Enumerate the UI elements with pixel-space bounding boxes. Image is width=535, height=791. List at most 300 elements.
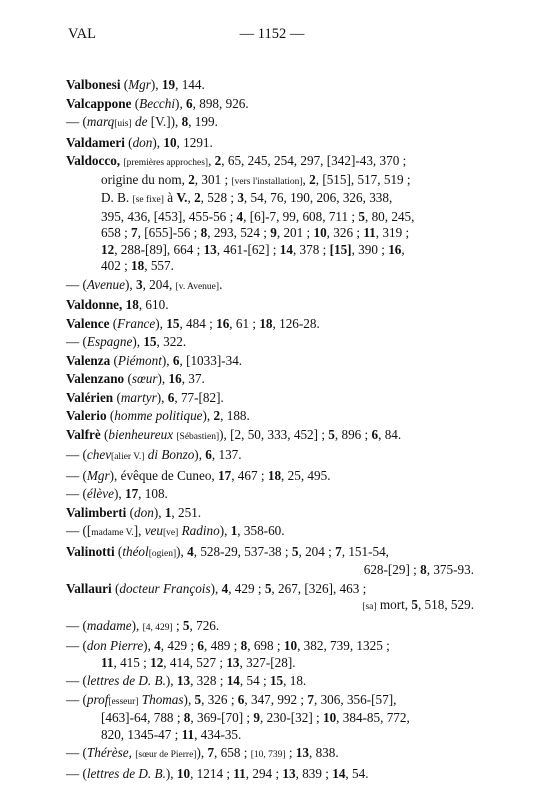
entry-bold-text: 8 (420, 562, 427, 577)
entry-bold-text: V. (176, 190, 188, 205)
entry-small-text: [premières approches] (123, 158, 209, 168)
entry-bold-text: 8 (240, 638, 248, 653)
entry-text: , 294 ; (245, 765, 283, 781)
entry-line (66, 225, 474, 242)
entry-text: , [1033]-34. (179, 352, 243, 368)
entry-text: , 61 ; (229, 315, 260, 331)
entry-text: ], (133, 523, 145, 538)
index-entry (66, 505, 474, 522)
entry-bold-text: 18 (259, 315, 273, 331)
entry-text: origine du nom, (101, 171, 189, 187)
entry-text: , 1291. (176, 134, 213, 150)
entry-italic-text: Piémont (117, 352, 162, 368)
entry-text: , 415 ; (113, 654, 151, 670)
entry-text: , 461-[62] ; (216, 241, 280, 257)
entry-bold-text: 10 (176, 765, 191, 781)
entry-text: , 382, 739, 1325 ; (297, 638, 390, 653)
entry-text: — ( (66, 638, 87, 653)
entry-text: , [6]-7, 99, 608, 711 ; (243, 208, 359, 224)
entry-line (66, 505, 474, 522)
index-entry (66, 334, 474, 351)
index-entry (66, 371, 474, 388)
entry-text: , 838. (308, 745, 339, 760)
index-entry (66, 153, 474, 275)
entry-bold-text: 6 (197, 638, 204, 653)
entry-bold-text: 5 (194, 691, 202, 707)
entry-italic-text: de (131, 114, 148, 129)
entry-line (66, 523, 474, 542)
entry-line (66, 618, 474, 637)
entry-italic-text: homme politique (114, 408, 203, 423)
index-entry (66, 408, 474, 425)
entry-bold-text: 15 (166, 315, 180, 331)
entry-bold-text: Valence (66, 315, 110, 331)
entry-bold-text: 2 (214, 153, 222, 168)
index-entry (66, 523, 474, 542)
entry-text: , 54 ; (239, 673, 270, 688)
entry-text: , 80, 245, (364, 208, 415, 224)
entry-text: , 375-93. (426, 562, 474, 577)
entry-bold-text: 12 (150, 654, 164, 670)
entry-italic-text: don Pierre (86, 638, 144, 653)
entry-bold-text: 16 (216, 315, 230, 331)
entry-line (66, 316, 474, 333)
entry-small-text: [sœur de Pierre] (135, 750, 197, 760)
entry-bold-text: 8 (183, 710, 191, 725)
entry-bold-text: 6 (186, 95, 193, 111)
entry-italic-text: martyr (120, 389, 157, 405)
entry-text: 658 ; (101, 225, 132, 240)
entry-text: , 528-29, 537-38 ; (193, 543, 292, 559)
entry-text: ), (210, 580, 222, 596)
entry-text: , 390 ; (351, 241, 389, 257)
entry-text: ( (106, 408, 115, 423)
entry-text: ; (172, 617, 183, 633)
entry-italic-text: Mgr (86, 467, 110, 483)
entry-bold-text: Valdameri (66, 134, 125, 150)
index-entry (66, 114, 474, 133)
entry-text: , 301 ; (194, 171, 232, 187)
index-entry (66, 638, 474, 671)
entry-text: , 434-35. (194, 726, 242, 742)
entry-small-text: [esseur] (108, 696, 139, 707)
entry-small-text: [10, 739] (250, 750, 286, 760)
entry-text: , 77-[82]. (174, 389, 224, 405)
entry-line (66, 242, 474, 259)
entry-text: ), [2, 50, 333, 452] ; (219, 426, 329, 442)
index-list (66, 75, 474, 782)
entry-line (66, 655, 474, 672)
index-entry (66, 468, 474, 485)
entry-line (66, 745, 474, 764)
entry-bold-text: 15 (269, 673, 284, 688)
entry-line (66, 77, 474, 94)
entry-italic-text: bienheureux (108, 426, 174, 442)
entry-bold-text: 3 (135, 276, 143, 292)
entry-bold-text: 13 (226, 654, 240, 670)
entry-text: , 204 ; (298, 543, 336, 559)
entry-text: ), (175, 95, 187, 111)
entry-text: ), (202, 408, 214, 423)
entry-italic-text: prof (86, 691, 109, 707)
entry-text: ), (153, 504, 165, 520)
entry-text: , 518, 529. (417, 597, 474, 612)
entry-text: , 319 ; (375, 225, 410, 240)
index-entry (66, 277, 474, 296)
entry-text: ), (165, 765, 177, 781)
entry-bold-text: 6 (167, 389, 175, 405)
entry-text: , 230-[32] ; (259, 710, 323, 725)
index-entry (66, 486, 474, 503)
entry-italic-text: élève (86, 486, 114, 501)
entry-italic-text: di Bonzo (144, 447, 195, 462)
entry-line (66, 447, 474, 466)
entry-text: , 326 ; (326, 225, 364, 240)
entry-text: à (163, 190, 177, 205)
entry-text: — ( (66, 467, 87, 483)
entry-line (66, 766, 474, 783)
entry-italic-text: don (134, 504, 154, 520)
page-header (0, 26, 535, 46)
entry-text: . (219, 276, 223, 292)
entry-text: — ( (66, 447, 87, 462)
entry-italic-text: madame (86, 617, 132, 633)
entry-italic-text: Becchi (139, 95, 176, 111)
entry-italic-text: Radino (178, 523, 220, 538)
entry-text: , 1214 ; (190, 765, 234, 781)
entry-line (66, 153, 474, 172)
entry-text: , 358-60. (237, 523, 285, 538)
entry-line (66, 727, 474, 744)
entry-text: , 429 ; (228, 580, 265, 596)
entry-small-text: [uis] (114, 119, 132, 129)
entry-text: , 267, [326], 463 ; (271, 580, 367, 596)
entry-bold-text: 6 (371, 426, 379, 442)
entry-text: ( (131, 95, 140, 111)
entry-text: , 54. (345, 765, 369, 781)
entry-bold-text: 14 (332, 765, 346, 781)
entry-text: , 151-54, (341, 543, 389, 559)
entry-text: , 306, 356-[57], (313, 691, 397, 707)
entry-text: , 137. (211, 447, 242, 462)
entry-small-text: [ve] (163, 528, 179, 538)
entry-text: , 322. (156, 334, 187, 349)
entry-text: D. B. (101, 190, 133, 205)
entry-bold-text: 7 (131, 225, 138, 240)
entry-text: , 698 ; (247, 638, 284, 653)
entry-bold-text: Valfrè (66, 426, 101, 442)
entry-text: , 199. (188, 114, 218, 129)
entry-bold-text: Vallauri (66, 580, 112, 596)
entry-bold-text: 17 (218, 467, 232, 483)
entry-bold-text: 18 (125, 297, 139, 312)
index-entry (66, 316, 474, 333)
entry-bold-text: Valdocco, (66, 153, 121, 168)
entry-text: , 528 ; (200, 190, 238, 205)
entry-text: , 108. (138, 486, 168, 501)
entry-text: , 347, 992 ; (244, 691, 308, 707)
entry-text: — ( (66, 114, 87, 129)
entry-text: ), (161, 352, 173, 368)
entry-line (66, 427, 474, 446)
entry-bold-text: 2 (194, 190, 201, 205)
entry-text: , 378 ; (292, 241, 330, 257)
entry-text: — ( (66, 276, 87, 292)
entry-text: , 25, 495. (281, 467, 331, 483)
entry-bold-text: 4 (236, 208, 244, 224)
entry-text: , 467 ; (231, 467, 268, 483)
entry-bold-text: 1 (230, 523, 238, 538)
index-entry (66, 544, 474, 579)
entry-bold-text: Valérien (66, 389, 114, 405)
entry-text: ( (113, 389, 121, 405)
entry-bold-text: Valerio (66, 408, 107, 423)
entry-text: , 288-[89], 664 ; (114, 241, 204, 257)
entry-line (66, 334, 474, 351)
entry-text: , 610. (138, 297, 169, 312)
entry-text: ), (152, 134, 164, 150)
entry-text: [V.]), (147, 114, 182, 129)
entry-text: — ( (66, 765, 87, 781)
entry-text: , 84. (378, 426, 402, 442)
entry-bold-text: 16 (388, 241, 402, 257)
index-entry (66, 390, 474, 407)
entry-small-text: [sa] (362, 602, 377, 612)
entry-bold-text: 18 (267, 467, 282, 483)
entry-bold-text: 10 (313, 225, 327, 240)
page-number: — 1152 — (239, 26, 305, 42)
entry-bold-text: 6 (205, 447, 212, 462)
entry-text: ), évêque de Cuneo, (109, 467, 219, 483)
entry-line (66, 468, 474, 485)
entry-text: , 144. (175, 77, 205, 92)
entry-bold-text: 13 (176, 673, 191, 688)
entry-bold-text: Valcappone (66, 95, 132, 111)
entry-text: ( (120, 77, 129, 92)
entry-text: ), (196, 745, 208, 760)
entry-bold-text: 7 (207, 745, 215, 760)
entry-line (66, 638, 474, 655)
entry-line (66, 371, 474, 388)
entry-text: ( (114, 543, 123, 559)
entry-text: ), (157, 371, 169, 386)
entry-text: ), (165, 673, 177, 688)
entry-bold-text: 2 (213, 408, 221, 423)
entry-text: ), (194, 447, 206, 462)
entry-bold-text: 8 (200, 225, 208, 240)
entry-text: , 326 ; (201, 691, 238, 707)
entry-bold-text: 12 (101, 241, 115, 257)
entry-text: ), (219, 523, 231, 538)
entry-italic-text: Avenue (86, 276, 125, 292)
entry-text: ( (111, 580, 120, 596)
entry-text: ), (155, 315, 167, 331)
entry-text: , 54, 76, 190, 206, 326, 338, (243, 190, 393, 205)
entry-line (66, 673, 474, 690)
entry-line (66, 710, 474, 727)
entry-bold-text: 11 (363, 225, 376, 240)
entry-text: ( (110, 352, 118, 368)
entry-bold-text: 10 (322, 710, 337, 725)
entry-line (66, 277, 474, 296)
entry-bold-text: 10 (283, 638, 298, 653)
entry-bold-text: 5 (264, 580, 272, 596)
entry-text: , (302, 171, 310, 187)
entry-italic-text: lettres de D. B. (86, 673, 166, 688)
entry-bold-text: 5 (411, 597, 418, 612)
entry-text: , (208, 153, 215, 168)
entry-line (66, 172, 474, 191)
entry-text: , 484 ; (179, 315, 217, 331)
entry-bold-text: 1 (164, 504, 172, 520)
entry-bold-text: Valenza (66, 352, 111, 368)
entry-text: , 204, (142, 276, 176, 292)
entry-bold-text: Valenzano (66, 371, 125, 386)
entry-bold-text: 4 (154, 638, 161, 653)
entry-bold-text: 10 (163, 134, 177, 150)
entry-bold-text: 16 (168, 371, 182, 386)
entry-line (66, 581, 474, 598)
entry-bold-text: 17 (124, 486, 139, 501)
index-entry (66, 353, 474, 370)
entry-text: , 726. (189, 617, 220, 633)
entry-bold-text: 6 (237, 691, 245, 707)
index-entry (66, 766, 474, 783)
entry-bold-text: 4 (221, 580, 229, 596)
entry-italic-text: Thérèse, (86, 745, 132, 760)
entry-text: ; (285, 745, 296, 760)
index-entry (66, 77, 474, 94)
entry-text: , 557. (144, 258, 174, 273)
entry-line (66, 353, 474, 370)
index-entry (66, 692, 474, 744)
entry-text: — ( (66, 691, 87, 707)
entry-line (66, 258, 474, 275)
entry-line (66, 209, 474, 226)
index-entry (66, 297, 474, 314)
entry-text: , 65, 245, 254, 297, [342]-43, 370 ; (221, 153, 407, 168)
entry-bold-text: 13 (295, 745, 309, 760)
entry-italic-text: marq (86, 114, 115, 129)
entry-bold-text: 2 (188, 171, 195, 187)
entry-bold-text: 5 (358, 208, 365, 224)
entry-text: ), (156, 389, 168, 405)
entry-bold-text: 7 (307, 691, 314, 707)
entry-text: , 201 ; (276, 225, 314, 240)
entry-text: , [515], 517, 519 ; (315, 171, 411, 187)
entry-bold-text: 19 (161, 77, 176, 92)
entry-bold-text: 14 (226, 673, 240, 688)
entry-text: ), (176, 543, 188, 559)
entry-italic-text: veu (144, 523, 163, 538)
entry-text: ), (132, 334, 144, 349)
entry-bold-text: 8 (181, 114, 189, 129)
entry-bold-text: Valinotti (66, 543, 115, 559)
entry-small-text: [v. Avenue] (175, 281, 220, 292)
entry-line (66, 96, 474, 113)
entry-text: , (401, 241, 405, 257)
entry-text: ), (143, 638, 155, 653)
entry-line (66, 135, 474, 152)
entry-line (66, 114, 474, 133)
entry-bold-text: 11 (233, 765, 246, 781)
entry-text: [463]-64, 788 ; (101, 710, 184, 725)
entry-text: 395, 436, [453], 455-56 ; (101, 208, 237, 224)
entry-text: , 251. (171, 504, 202, 520)
entry-bold-text: 11 (181, 726, 195, 742)
entry-text: , 126-28. (272, 315, 320, 331)
entry-text: 402 ; (101, 258, 132, 273)
entry-text: , 293, 524 ; (207, 225, 271, 240)
index-entry (66, 427, 474, 446)
entry-text: , 839 ; (295, 765, 333, 781)
entry-small-text: [alier V.] (111, 452, 145, 462)
index-entry (66, 673, 474, 690)
entry-text: ), (124, 276, 136, 292)
entry-bold-text: [15] (329, 241, 352, 257)
entry-text: ( (109, 315, 118, 331)
entry-text: ), (150, 77, 162, 92)
entry-italic-text: sœur (131, 371, 158, 386)
entry-bold-text: 7 (335, 543, 342, 559)
entry-text: ( (100, 426, 109, 442)
entry-line (66, 562, 474, 579)
entry-bold-text: Valdonne, (66, 297, 123, 312)
entry-italic-text: Mgr (128, 77, 151, 92)
entry-small-text: [ogien] (148, 548, 177, 559)
entry-small-text: madame V. (91, 528, 134, 538)
entry-italic-text: Thomas (138, 691, 184, 707)
entry-line (66, 486, 474, 503)
entry-text: , 658 ; (214, 745, 251, 760)
entry-text: — ( (66, 486, 87, 501)
entry-text: — ( (66, 673, 87, 688)
entry-bold-text: 6 (172, 352, 180, 368)
entry-text: — ( (66, 334, 87, 349)
entry-small-text: [4, 429] (142, 622, 173, 633)
index-entry (66, 618, 474, 637)
entry-text: , 327-[28]. (239, 654, 296, 670)
entry-text: ( (124, 371, 132, 386)
running-head: VAL (68, 26, 96, 42)
entry-text: ( (124, 134, 133, 150)
entry-bold-text: 5 (291, 543, 299, 559)
entry-italic-text: France (117, 315, 156, 331)
entry-bold-text: 13 (282, 765, 296, 781)
entry-line (66, 190, 474, 209)
entry-bold-text: 9 (253, 710, 260, 725)
entry-text: , 328 ; (190, 673, 227, 688)
entry-small-text: [Sébastien] (176, 431, 220, 442)
entry-text: , (187, 190, 195, 205)
entry-bold-text: 2 (309, 171, 316, 187)
index-entry (66, 135, 474, 152)
index-entry (66, 745, 474, 764)
entry-line (66, 408, 474, 425)
entry-italic-text: docteur François (119, 580, 211, 596)
entry-text: — ( (66, 745, 87, 760)
entry-bold-text: 18 (131, 258, 145, 273)
entry-bold-text: 13 (203, 241, 217, 257)
entry-small-text: [vers l'installation] (231, 176, 303, 187)
entry-text: — ( (66, 617, 87, 633)
entry-text: ), (183, 691, 195, 707)
entry-text: , 429 ; (160, 638, 198, 653)
entry-bold-text: Valimberti (66, 504, 127, 520)
entry-text: , [655]-56 ; (137, 225, 201, 240)
entry-bold-text: 5 (328, 426, 335, 442)
entry-line (66, 692, 474, 711)
